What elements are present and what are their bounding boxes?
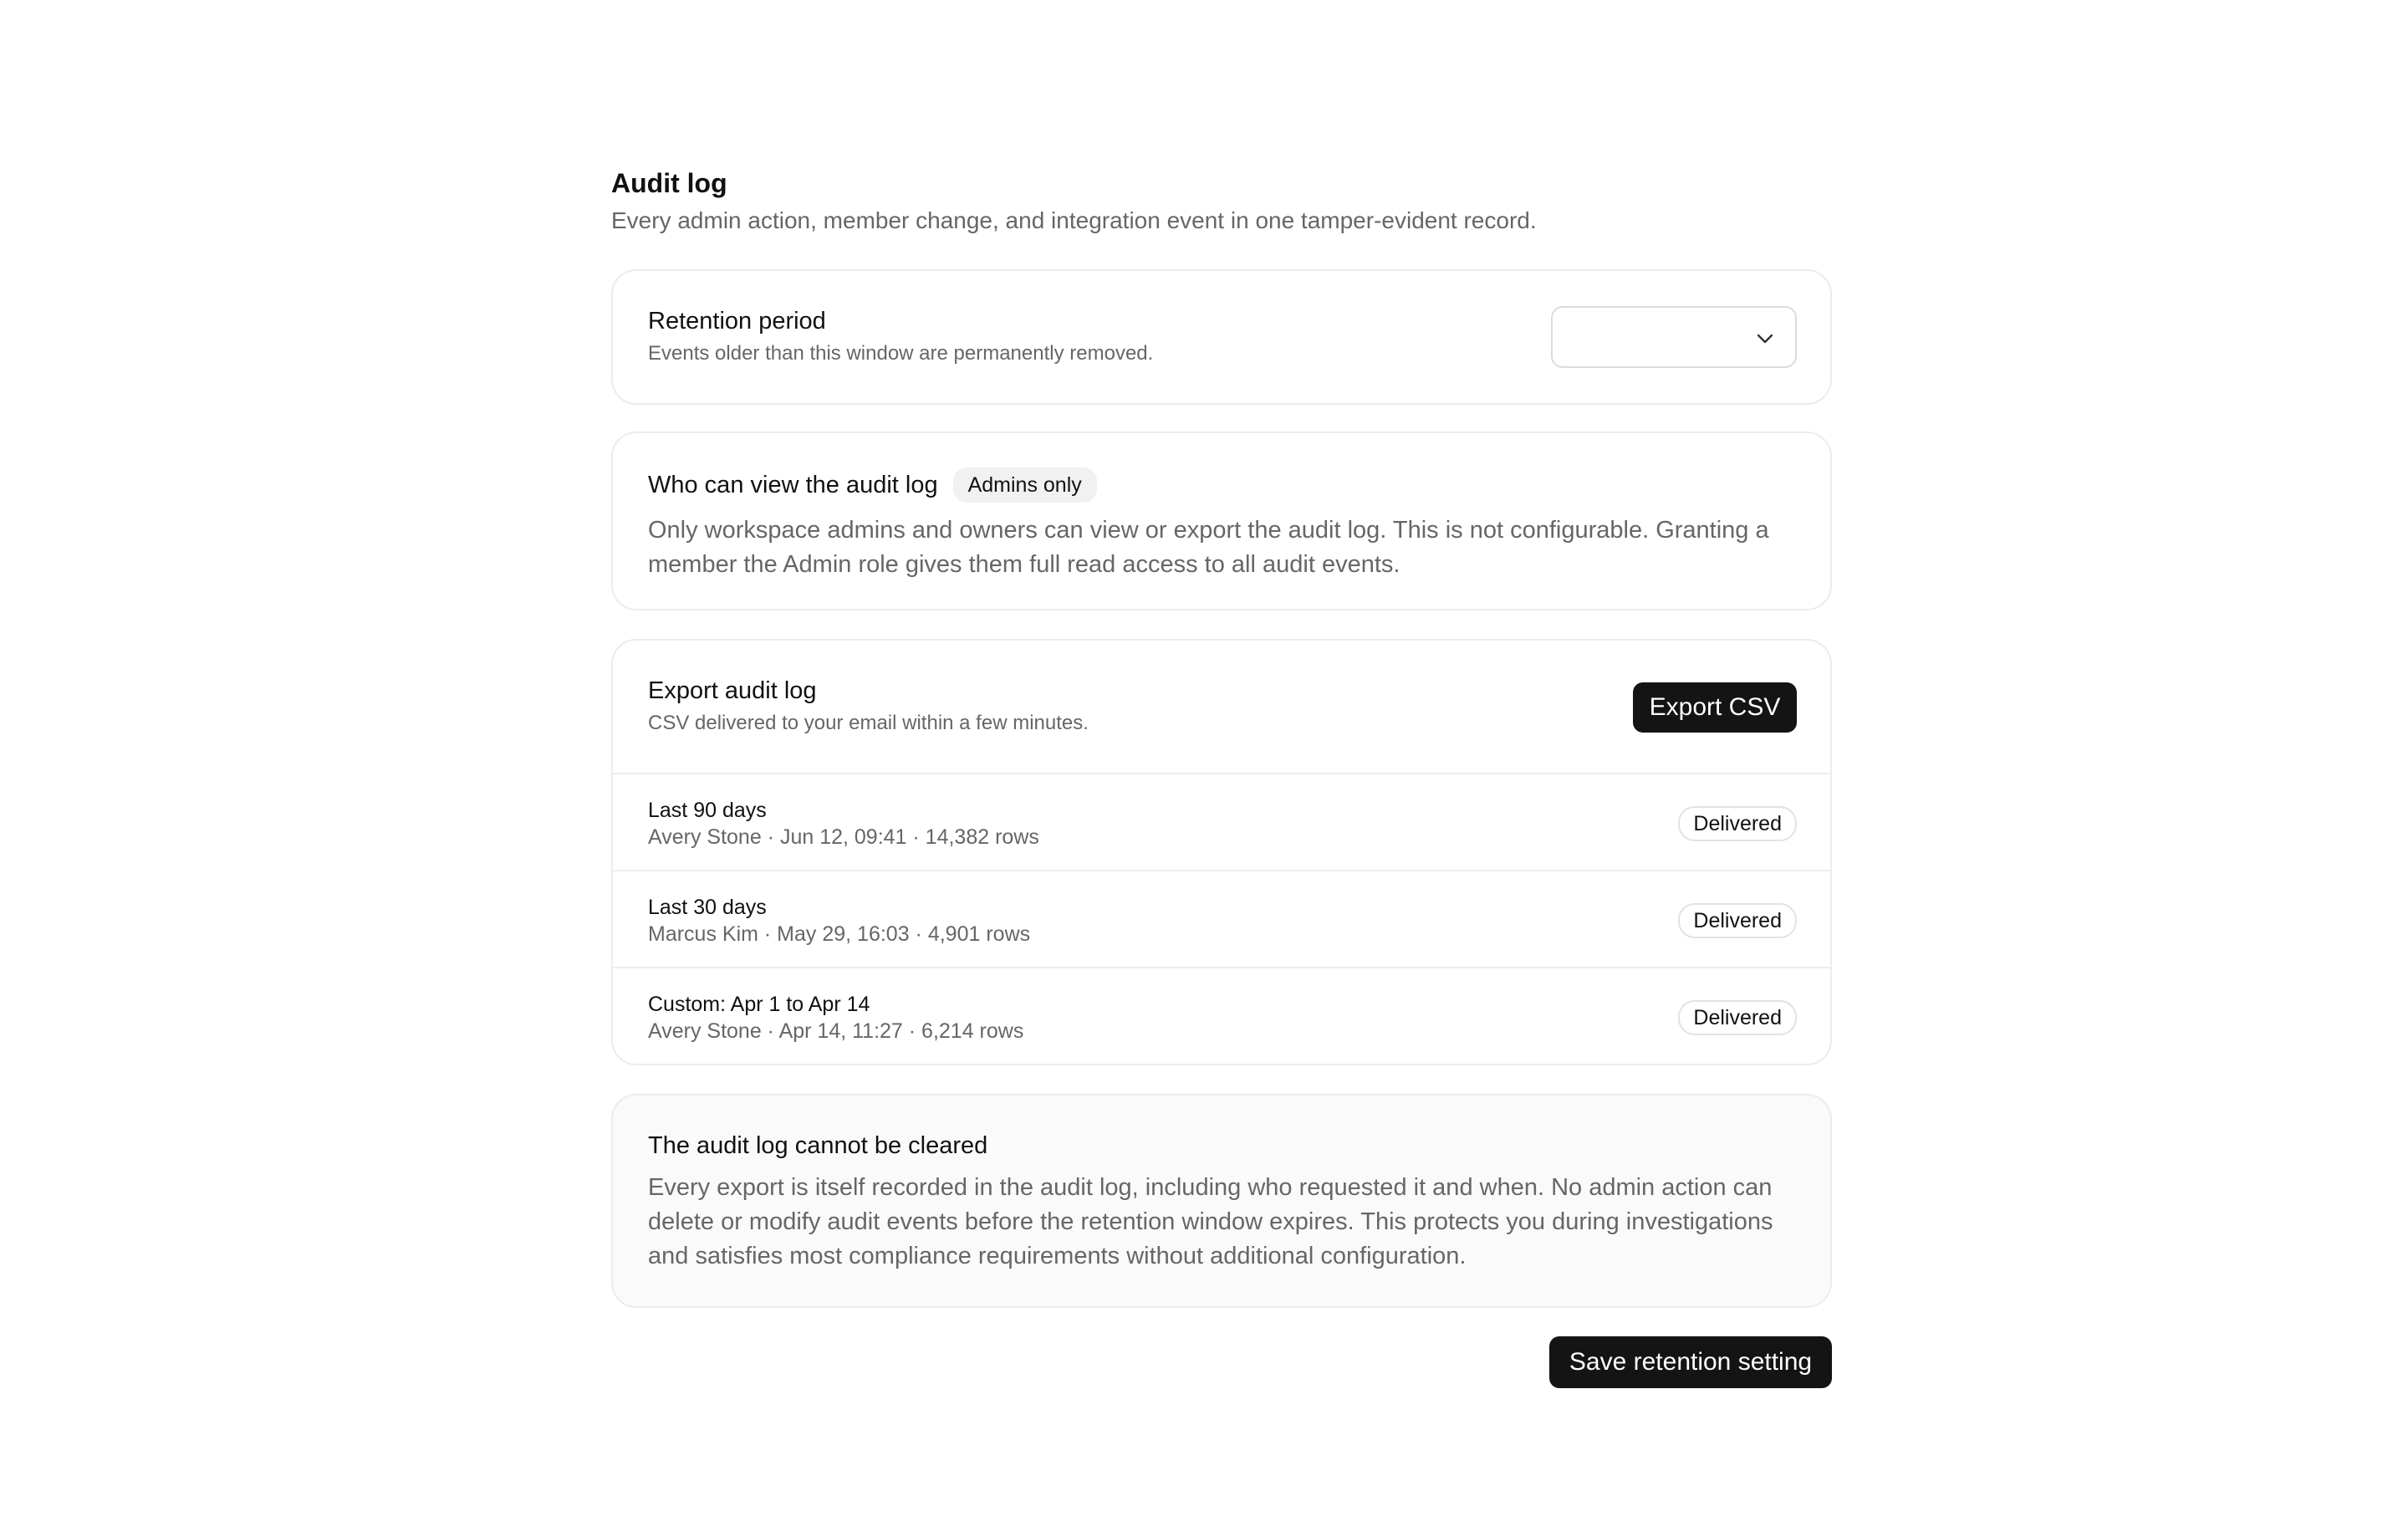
export-row-meta: Avery Stone · Jun 12, 09:41 · 14,382 rows xyxy=(648,825,1039,849)
audit-access-body: Only workspace admins and owners can view or export the audit log. This is not configurable. Granting a member the Admin role gives them full read access to all audit events. xyxy=(648,517,1769,578)
status-badge: Delivered xyxy=(1678,903,1797,938)
chevron-down-icon xyxy=(1755,330,1775,347)
export-row-title: Last 30 days xyxy=(648,896,767,919)
export-csv-button[interactable]: Export CSV xyxy=(1633,682,1797,733)
audit-access-card xyxy=(611,432,1832,610)
page-title: Audit log xyxy=(611,168,727,198)
export-history-row xyxy=(613,871,1830,968)
retention-period-select[interactable] xyxy=(1551,306,1797,368)
status-badge: Delivered xyxy=(1678,1000,1797,1035)
export-row-title: Custom: Apr 1 to Apr 14 xyxy=(648,993,870,1016)
notice-title: The audit log cannot be cleared xyxy=(648,1132,988,1159)
export-description: CSV delivered to your email within a few minutes. xyxy=(648,712,1089,734)
status-badge: Delivered xyxy=(1678,806,1797,841)
export-history-row xyxy=(613,774,1830,871)
retention-title: Retention period xyxy=(648,308,826,335)
retention-description: Events older than this window are permanently removed. xyxy=(648,342,1154,365)
page-subtitle: Every admin action, member change, and integration event in one tamper-evident record. xyxy=(611,207,1537,233)
export-history-row xyxy=(613,968,1830,1065)
audit-log-immutable-notice xyxy=(611,1094,1832,1308)
save-retention-button[interactable]: Save retention setting xyxy=(1549,1336,1832,1388)
export-header xyxy=(613,641,1830,774)
admins-only-badge: Admins only xyxy=(953,467,1097,503)
retention-text xyxy=(648,304,1153,368)
export-audit-log-card xyxy=(611,639,1832,1065)
export-row-meta: Avery Stone · Apr 14, 11:27 · 6,214 rows xyxy=(648,1019,1024,1043)
export-row-meta: Marcus Kim · May 29, 16:03 · 4,901 rows xyxy=(648,922,1031,946)
notice-body: Every export is itself recorded in the audit log, including who requested it and when. No admin action can delete or modify audit events before the retention window expires. This protects you during investigations and satisfies most compliance requirements without additional configuration. xyxy=(648,1174,1773,1269)
export-title: Export audit log xyxy=(648,677,817,704)
audit-access-title: Who can view the audit log xyxy=(648,472,938,498)
export-row-title: Last 90 days xyxy=(648,799,767,822)
retention-card xyxy=(611,269,1832,405)
page-header xyxy=(611,164,1832,237)
